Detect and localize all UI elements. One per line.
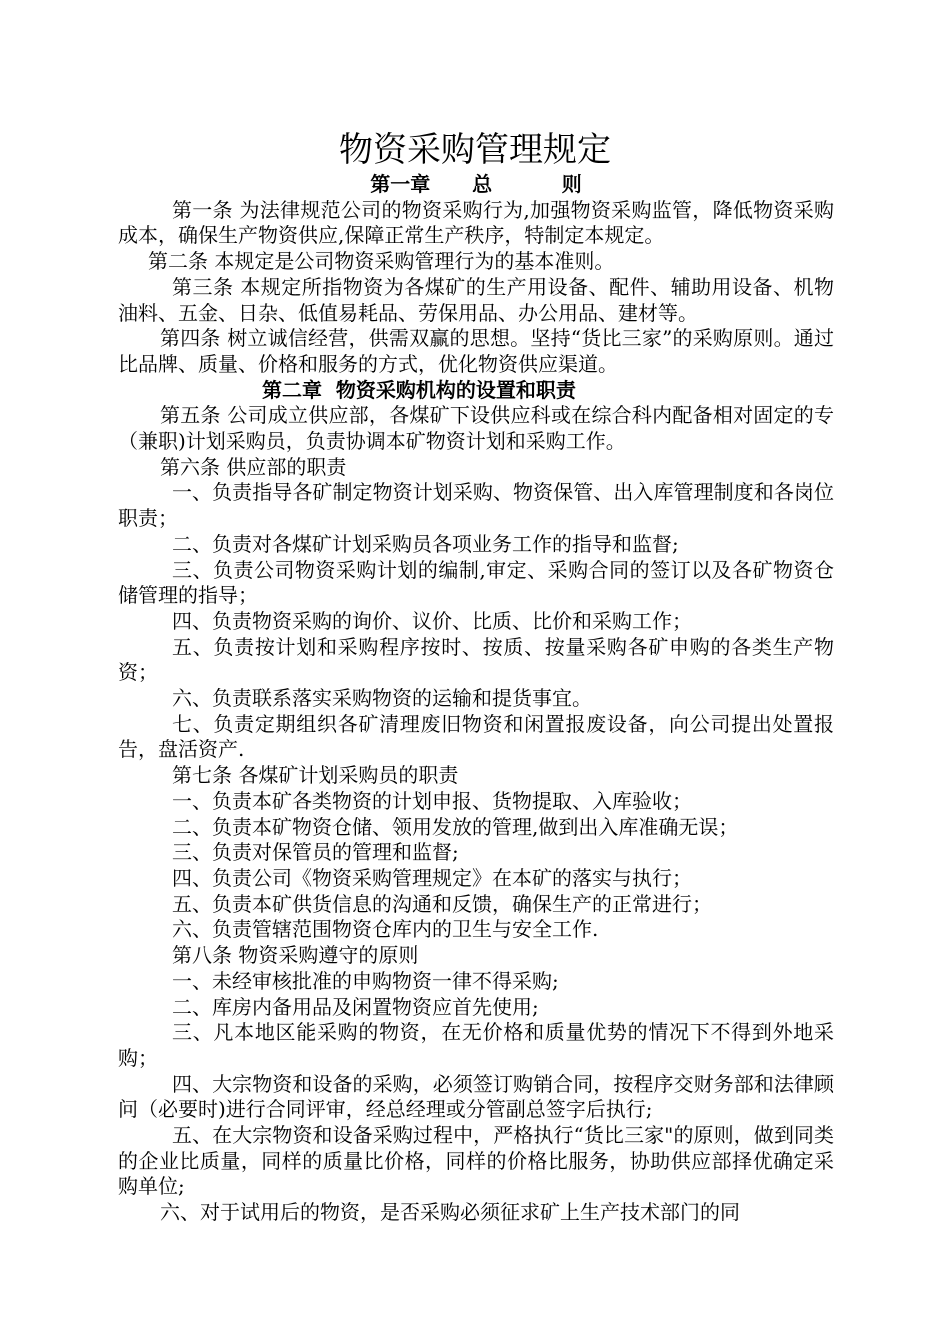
list-item: 五、负责按计划和采购程序按时、按质、按量采购各矿申购的各类生产物资； <box>118 634 834 685</box>
article-5: 第五条 公司成立供应部，各煤矿下设供应科或在综合科内配备相对固定的专（兼职)计划采购员，负责协调本矿物资计划和采购工作。 <box>118 403 834 454</box>
article-8: 第八条 物资采购遵守的原则 <box>172 943 419 968</box>
list-item: 四、负责公司《物资采购管理规定》在本矿的落实与执行； <box>172 865 692 890</box>
list-item: 四、负责物资采购的询价、议价、比质、比价和采购工作； <box>172 608 692 633</box>
list-item: 一、负责本矿各类物资的计划申报、货物提取、入库验收； <box>172 788 692 813</box>
list-item: 一、负责指导各矿制定物资计划采购、物资保管、出入库管理制度和各岗位职责； <box>118 480 834 531</box>
list-item: 六、负责联系落实采购物资的运输和提货事宜。 <box>172 686 592 711</box>
list-item: 二、负责对各煤矿计划采购员各项业务工作的指导和监督; <box>172 531 679 556</box>
chapter-1-heading: 第一章 总 则 <box>370 172 582 196</box>
list-item: 二、库房内备用品及闲置物资应首先使用; <box>172 994 539 1019</box>
article-6: 第六条 供应部的职责 <box>160 454 347 479</box>
list-item: 五、负责本矿供货信息的沟通和反馈，确保生产的正常进行； <box>172 891 712 916</box>
list-item: 六、对于试用后的物资，是否采购必须征求矿上生产技术部门的同 <box>160 1200 740 1225</box>
list-item: 六、负责管辖范围物资仓库内的卫生与安全工作. <box>172 917 599 942</box>
document-title: 物资采购管理规定 <box>339 130 611 170</box>
list-item: 三、负责对保管员的管理和监督; <box>172 840 459 865</box>
list-item: 二、负责本矿物资仓储、领用发放的管理,做到出入库准确无误； <box>172 814 739 839</box>
article-4: 第四条 树立诚信经营，供需双赢的思想。坚持“货比三家”的采购原则。通过比品牌、质量、价格和服务的方式，优化物资供应渠道。 <box>118 326 834 376</box>
list-item: 四、大宗物资和设备的采购，必须签订购销合同，按程序交财务部和法律顾问（必要时)进行合同评审，经总经理或分管副总签字后执行; <box>118 1071 834 1122</box>
chapter-2-heading: 第二章 物资采购机构的设置和职责 <box>262 377 576 402</box>
article-3: 第三条 本规定所指物资为各煤矿的生产用设备、配件、辅助用设备、机物油料、五金、日杂、低值易耗品、劳保用品、办公用品、建材等。 <box>118 274 834 325</box>
article-2: 第二条 本规定是公司物资采购管理行为的基本准则。 <box>148 249 615 274</box>
article-7: 第七条 各煤矿计划采购员的职责 <box>172 763 459 788</box>
list-item: 三、凡本地区能采购的物资，在无价格和质量优势的情况下不得到外地采购； <box>118 1020 834 1070</box>
article-1: 第一条 为法律规范公司的物资采购行为,加强物资采购监管，降低物资采购成本，确保生产物资供应,保障正常生产秩序，特制定本规定。 <box>118 197 834 248</box>
list-item: 三、负责公司物资采购计划的编制,审定、采购合同的签订以及各矿物资仓储管理的指导； <box>118 557 834 608</box>
list-item: 七、负责定期组织各矿清理废旧物资和闲置报废设备，向公司提出处置报告，盘活资产. <box>118 711 834 762</box>
list-item: 一、未经审核批准的申购物资一律不得采购; <box>172 968 559 993</box>
list-item: 五、在大宗物资和设备采购过程中，严格执行“货比三家"的原则，做到同类的企业比质量，同样的质量比价格，同样的价格比服务，协助供应部择优确定采购单位; <box>118 1123 834 1199</box>
document-body <box>118 172 834 1226</box>
